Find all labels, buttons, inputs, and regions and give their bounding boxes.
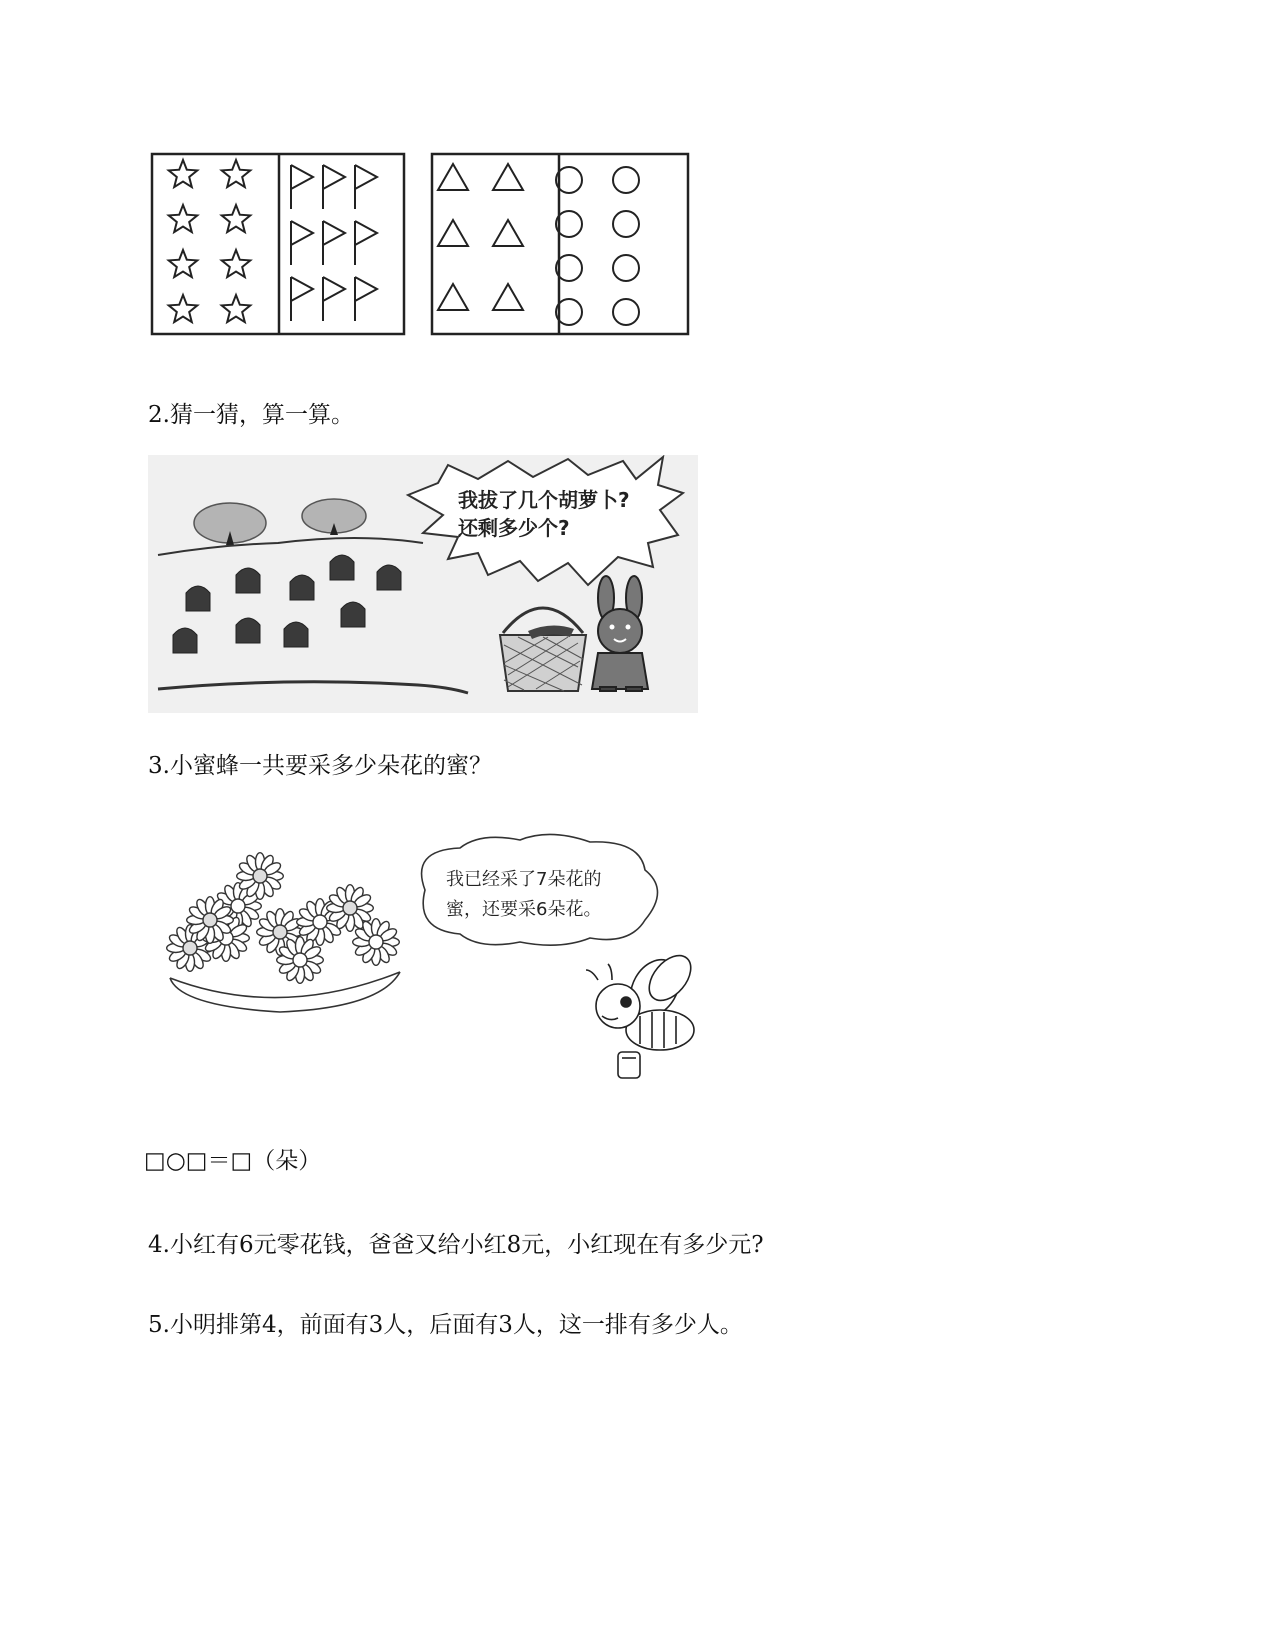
shapes-figure xyxy=(150,150,695,340)
flower-center-icon xyxy=(369,935,383,949)
circle-icon xyxy=(613,255,639,281)
star-icon xyxy=(169,160,198,187)
flower-center-icon xyxy=(203,913,217,927)
flower-center-icon xyxy=(313,915,327,929)
flower-center-icon xyxy=(293,953,307,967)
star-icon xyxy=(222,295,251,322)
speech-text-line2: 还剩多少个? xyxy=(458,516,570,540)
triangle-icon xyxy=(493,284,523,310)
flag-icon xyxy=(291,277,313,321)
speech-text-line1: 我拔了几个胡萝卜? xyxy=(458,488,630,512)
question-2: 2.猜一猜，算一算。 xyxy=(148,402,354,428)
circle-icon xyxy=(613,299,639,325)
flag-icon xyxy=(355,221,377,265)
question-5: 5.小明排第4，前面有3人，后面有3人，这一排有多少人。 xyxy=(148,1312,743,1338)
flower-center-icon xyxy=(183,941,197,955)
star-icon xyxy=(222,205,251,232)
triangle-icon xyxy=(438,284,468,310)
question-4: 4.小红有6元零花钱，爸爸又给小红8元，小红现在有多少元? xyxy=(148,1232,764,1258)
flag-icon xyxy=(323,221,345,265)
circle-icon xyxy=(613,167,639,193)
cloud-text-line1: 我已经采了7朵花的 xyxy=(446,869,602,890)
flag-icon xyxy=(323,277,345,321)
flag-icon xyxy=(291,221,313,265)
flag-icon xyxy=(355,165,377,209)
flag-icon xyxy=(355,277,377,321)
triangle-icon xyxy=(438,220,468,246)
star-icon xyxy=(169,205,198,232)
carrot-illustration xyxy=(148,455,698,713)
star-icon xyxy=(222,250,251,277)
question-3: 3.小蜜蜂一共要采多少朵花的蜜？ xyxy=(148,753,492,779)
triangle-icon xyxy=(493,164,523,190)
flower-center-icon xyxy=(253,869,267,883)
star-icon xyxy=(169,250,198,277)
bee-illustration xyxy=(150,830,710,1100)
triangle-icon xyxy=(438,164,468,190)
flowers-icon xyxy=(167,853,400,984)
flower-center-icon xyxy=(273,925,287,939)
star-icon xyxy=(169,295,198,322)
flower-tray-icon xyxy=(170,972,400,1012)
flower-center-icon xyxy=(231,899,245,913)
star-icon xyxy=(222,160,251,187)
answer-template: □○□＝□（朵） xyxy=(144,1148,322,1174)
flag-icon xyxy=(291,165,313,209)
flower-center-icon xyxy=(343,901,357,915)
triangle-icon xyxy=(493,220,523,246)
cloud-text-line2: 蜜，还要采6朵花。 xyxy=(446,899,602,920)
circle-icon xyxy=(613,211,639,237)
bee-icon xyxy=(586,948,699,1078)
flag-icon xyxy=(323,165,345,209)
